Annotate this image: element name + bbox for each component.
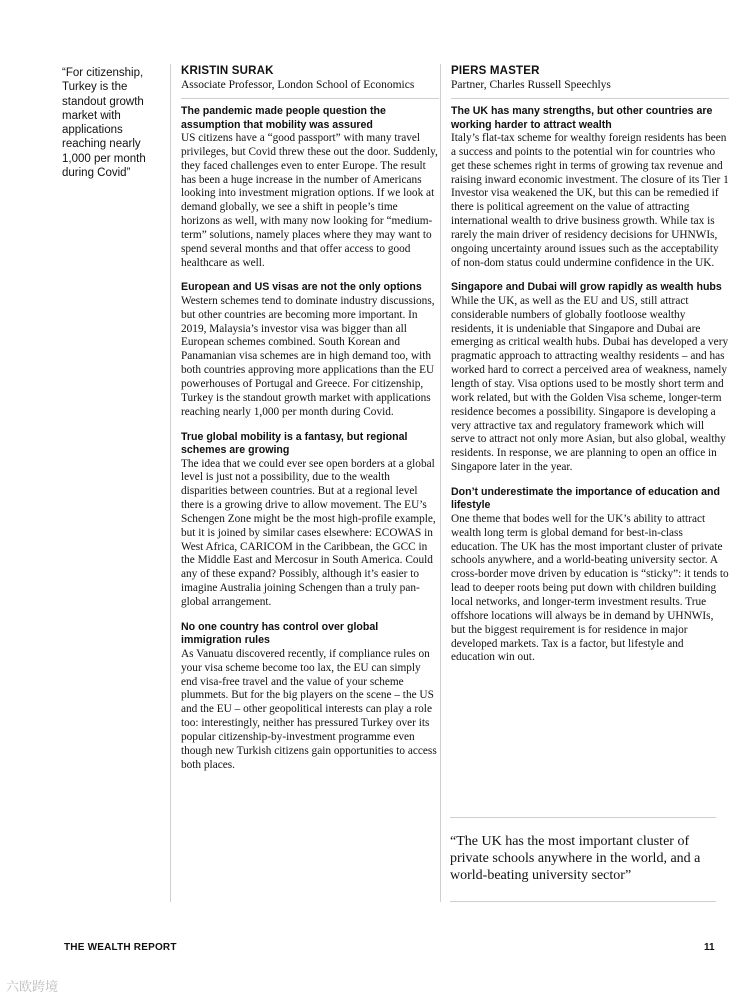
article-section (451, 281, 729, 474)
section-heading: No one country has control over global immigration rules (181, 620, 379, 647)
article-section (451, 486, 729, 665)
article-section (181, 105, 439, 270)
section-heading: Don’t underestimate the importance of education and lifestyle (451, 485, 720, 512)
section-heading: True global mobility is a fantasy, but regional schemes are growing (181, 430, 408, 457)
article-section (451, 105, 729, 270)
author-role: Associate Professor, London School of Economics (181, 79, 415, 91)
divider (451, 98, 729, 99)
publication-title: THE WEALTH REPORT (64, 942, 177, 953)
section-body: The idea that we could ever see open borders at a global level is just not a possibility, due to the wealth disparities between countries. But at a regional level there is a growing drive to allow movement. The EU’s Schengen Zone might be the most high-profile example, but it is joined by similar cases elsewhere: ECOWAS in West Africa, CARICOM in the Caribbean, the GCC in the Middle East and Mercosur in South America. Could any of these expand? Possibly, although it’s easier to imagine Australia joining Schengen than a truly pan-global arrangement. (181, 457, 436, 608)
section-body: Western schemes tend to dominate industry discussions, but other countries are becoming more important. In 2019, Malaysia’s investor visa was bigger than all European schemes combined. South Korean and Panamanian visa schemes are in high demand too, with both countries approving more applications than the EU powerhouses of Portugal and Greece. For citizenship, Turkey is the standout growth market with applications reaching nearly 1,000 per month during Covid. (181, 294, 435, 418)
section-body: As Vanuatu discovered recently, if compliance rules on your visa scheme become too lax, the EU can simply end visa-free travel and the value of your scheme plummets. But for the big players on the scene – the US and the EU – other geopolitical interests can play a role too: interestingly, neither has pressured Turkey over its popular citizenship-by-investment programme even though new Turkish citizens gain opportunities to access both places. (181, 647, 437, 771)
section-heading: European and US visas are not the only options (181, 281, 422, 294)
article-section (181, 621, 439, 773)
section-heading: The pandemic made people question the assumption that mobility was assured (181, 105, 386, 131)
author-name: KRISTIN SURAK (181, 65, 274, 77)
page-number: 11 (704, 942, 715, 953)
section-heading: The UK has many strengths, but other countries are working harder to attract wealth (451, 105, 713, 131)
interview-column-master (440, 64, 729, 902)
watermark: 六欧跨境 (6, 979, 59, 994)
section-body: While the UK, as well as the EU and US, still attract considerable numbers of globally footloose wealthy residents, it is undeniable that Singapore and Dubai are emerging as critical wealth hubs. Dubai has developed a very pragmatic approach to attracting wealthy residents – and has worked hard to correct a perceived area of weakness, namely length of stay. Visa options used to be mostly short term and work related, but with the Golden Visa scheme, longer-term residence becomes a possibility. Singapore is developing a very attractive tax and regulatory framework which will serve to attract not only more Asian, but also global, wealthy residents. In response, we are planning to open an office in Singapore later in the year. (451, 294, 729, 474)
side-pull-quote: “For citizenship, Turkey is the standout growth market with applications reaching nearly 1,000 per month during Covid” (62, 67, 146, 180)
section-body: US citizens have a “good passport” with many travel privileges, but Covid threw these out the door. Suddenly, they faced challenges even to enter Europe. The result has been a huge increase in the number of Americans looking into investment migration options. If we look at demand globally, we see a shift in people’s time horizons as well, with many now looking for “medium-term” solutions, namely places where they may want to spend several months and that offer access to good healthcare as well. (181, 132, 438, 269)
article-section (181, 281, 439, 419)
section-body: Italy’s flat-tax scheme for wealthy foreign residents has been a success and points to the potential win for countries who get these schemes right in terms of growing tax revenue and raising inward economic investment. The closure of its Tier 1 Investor visa weakened the UK, but this can be remedied if there is political agreement on the value of attracting international wealth to drive business growth. While tax is rarely the main driver of residency decisions for UHNWIs, ongoing uncertainty around issues such as the acceptability of non-dom status could undermine confidence in the UK. (451, 132, 729, 269)
author-role: Partner, Charles Russell Speechlys (451, 79, 611, 91)
divider (181, 98, 439, 99)
section-body: One theme that bodes well for the UK’s ability to attract wealth long term is global demand for best-in-class education. The UK has the most important cluster of private schools anywhere, and a world-beating university sector. A cross-border move driven by education is “sticky”: it tends to lead to deeper roots being put down with children building local networks, and longer-term investment results. True offshore locations will always be in demand by UHNWIs, but the biggest requirement is for residence in major developed markets. Tax is a factor, but lifestyle and education win out. (451, 512, 729, 664)
interview-column-surak (170, 64, 439, 902)
pull-quote: “The UK has the most important cluster of private schools anywhere in the world, and a world-beating university sector” (450, 817, 716, 902)
section-heading: Singapore and Dubai will grow rapidly as wealth hubs (451, 281, 722, 294)
author-name: PIERS MASTER (451, 65, 540, 77)
article-section (181, 431, 439, 610)
